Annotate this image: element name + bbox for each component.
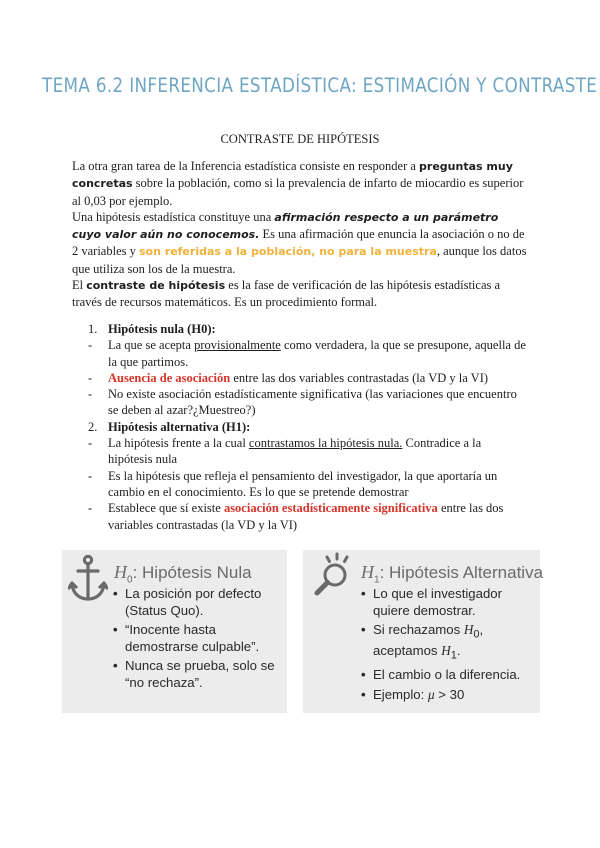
list-item: - La que se acepta provisionalmente como verdadera, la que se presupone, aquella de la que partimos.	[88, 338, 526, 369]
h1-bullets	[361, 586, 537, 706]
panel-title-h1: $H_1$: Hipótesis Alternativa	[361, 562, 544, 586]
list-item: - La hipótesis frente a la cual contrastamos la hipótesis nula. Contradice a la hipótesis nula	[88, 436, 482, 467]
list-item: • Lo que el investigador quiere demostrar.	[361, 586, 503, 618]
section-title: CONTRASTE DE HIPÓTESIS	[220, 132, 380, 146]
h0-heading: 1. Hipótesis nula (H0):	[88, 322, 216, 336]
intro-paragraph-3: El contraste de hipótesis es la fase de verificación de las hipótesis estadísticas a través de recursos matemáticos. Es un procedimiento formal.	[72, 278, 501, 310]
list-item: • La posición por defecto (Status Quo).	[113, 586, 262, 618]
magnifier-icon	[313, 552, 353, 598]
list-item: • El cambio o la diferencia.	[361, 667, 521, 683]
anchor-icon	[68, 554, 108, 604]
null-hypothesis-panel	[62, 550, 287, 713]
panel-title-h0: $H_0$: Hipótesis Nula	[114, 562, 252, 586]
list-item: • Si rechazamos $H_0$, aceptamos $H_1$.	[361, 622, 484, 662]
list-item: - Establece que sí existe asociación estadísticamente significativa entre las dos variables contrastadas (la VD y la VI)	[88, 501, 504, 532]
list-item: • “Inocente hasta demostrarse culpable”.	[113, 622, 260, 654]
alternative-hypothesis-panel	[303, 550, 544, 713]
list-item: - Es la hipótesis que refleja el pensamiento del investigador, la que aportaría un cambio en el conocimiento. Es lo que se pretende demostrar	[88, 468, 498, 499]
intro-paragraph-1: La otra gran tarea de la Inferencia estadística consiste en responder a preguntas muy concretas sobre la población, como si la prevalencia de infarto de miocardio es superior al 0,03 por ejemplo.	[72, 159, 524, 208]
hypothesis-list	[88, 321, 528, 533]
h0-bullets	[113, 586, 283, 694]
page-title: TEMA 6.2 INFERENCIA ESTADÍSTICA: ESTIMACIÓN Y CONTRASTE	[42, 74, 598, 97]
intro-text	[72, 158, 530, 311]
h1-heading: 2. Hipótesis alternativa (H1):	[88, 419, 251, 434]
list-item: • Ejemplo: μ > 30	[361, 686, 465, 702]
list-item: - No existe asociación estadísticamente significativa (las variaciones que encuentro se deben al azar?¿Muestreo?)	[88, 387, 517, 418]
list-item: • Nunca se prueba, solo se “no rechaza”.	[113, 658, 275, 690]
list-item: - Ausencia de asociación entre las dos variables contrastadas (la VD y la VI)	[88, 370, 489, 385]
intro-paragraph-2: Una hipótesis estadística constituye una afirmación respecto a un parámetro cuyo valor aún no conocemos. Es una afirmación que enuncia la asociación o no de 2 variables y son referidas a la población, no para la muestra, aunque los datos que utiliza son los de la muestra.	[72, 209, 527, 276]
